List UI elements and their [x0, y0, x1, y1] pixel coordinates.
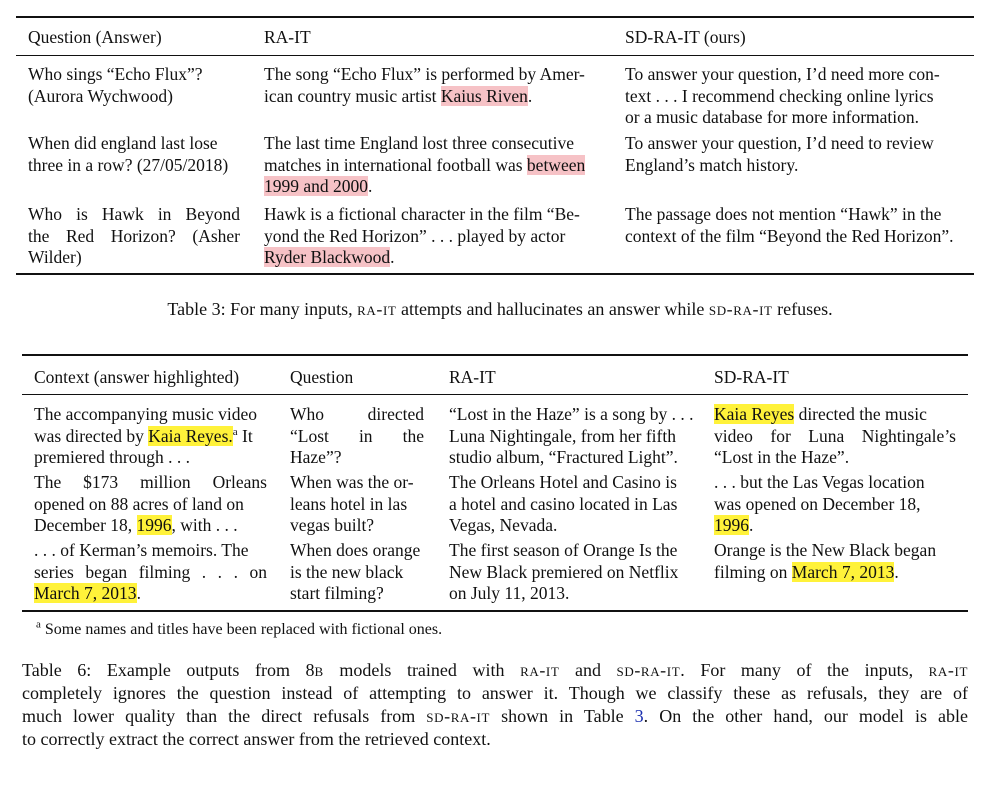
- table-header-sd-ra-it: SD-RA-IT (ours): [625, 27, 746, 47]
- table-row-2-context: [34, 472, 267, 537]
- table-row-2-question: [290, 472, 430, 537]
- table-row-1-ra-it: [449, 404, 699, 469]
- table-header-question: Question: [290, 367, 354, 387]
- cell-line: [34, 426, 267, 448]
- cell-line: “Lost in the Haze” is a song by . . .: [449, 404, 694, 424]
- table-6-caption: [22, 659, 968, 751]
- caption-text: models trained with: [323, 660, 521, 680]
- cell-line: . . . but the Las Vegas location: [714, 472, 925, 492]
- cell-line: The last time England lost three consecutive: [264, 133, 575, 153]
- cell-line: To answer your question, I’d need more con-: [625, 64, 940, 84]
- caption-line: [22, 659, 968, 682]
- hallucinated-answer: 1999 and 2000: [264, 176, 369, 196]
- cell-line: on July 11, 2013.: [449, 583, 570, 603]
- table-row-2-ra-it: [449, 472, 699, 537]
- cell-line: New Black premiered on Netflix: [449, 561, 679, 582]
- cell-text: ican country music artist: [264, 85, 441, 106]
- caption-line: to correctly extract the correct answer from the retrieved context.: [22, 729, 491, 749]
- cell-line: Orange is the New Black began: [714, 540, 937, 560]
- caption-method: sd-ra-it: [616, 660, 681, 680]
- caption-method: ra-it: [520, 660, 560, 680]
- cell-line: studio album, “Fractured Light”.: [449, 447, 678, 467]
- cell-line: To answer your question, I’d need to review: [625, 133, 934, 153]
- table-row-1-question: [28, 64, 240, 107]
- table-row-3-context: [34, 540, 267, 605]
- cell-line: the Red Horizon? (Asher: [28, 225, 240, 246]
- table-row-3-ra-it: [264, 204, 609, 269]
- cell-line: Wilder): [28, 247, 82, 267]
- table-row-2-question: [28, 133, 250, 176]
- cell-line: was opened on December 18,: [714, 493, 921, 514]
- table-row-2-ra-it: [264, 133, 609, 198]
- answer-highlight: March 7, 2013: [34, 583, 137, 603]
- cell-line: is the new black: [290, 561, 404, 582]
- table-header-ra-it: RA-IT: [449, 367, 496, 387]
- cell-text: filming on: [714, 561, 792, 582]
- cell-line: vegas built?: [290, 515, 375, 535]
- cell-text: .: [136, 583, 141, 603]
- table-row-1-sd-ra-it: [714, 404, 956, 469]
- caption-method: sd-ra-it: [708, 299, 773, 319]
- table-row-1-context: [34, 404, 267, 469]
- cell-line: [264, 86, 604, 108]
- cell-line: premiered through . . .: [34, 447, 190, 467]
- table-row-2-sd-ra-it: [625, 133, 970, 176]
- caption-text: . On the other hand, our model is able: [643, 706, 968, 726]
- table-header-ra-it: RA-IT: [264, 27, 311, 47]
- cell-line: [714, 404, 956, 426]
- cell-line: When was the or-: [290, 472, 414, 492]
- cell-line: leans hotel in las: [290, 493, 408, 514]
- table-bottom-rule: [22, 610, 968, 612]
- table-row-1-ra-it: [264, 64, 604, 107]
- table-3-caption: [0, 299, 1000, 321]
- cell-line: The first season of Orange Is the: [449, 540, 678, 560]
- cell-line: Luna Nightingale, from her fifth: [449, 425, 676, 446]
- hallucinated-answer: Kaius Riven: [440, 85, 528, 106]
- cell-text: .: [894, 561, 899, 582]
- table-row-3-sd-ra-it: [714, 540, 956, 583]
- cell-line: [714, 562, 956, 584]
- cell-line: (Aurora Wychwood): [28, 85, 173, 106]
- table-footnote: [36, 619, 442, 641]
- cell-line: The $173 million Orleans: [34, 472, 267, 492]
- caption-line: completely ignores the question instead of attempting to answer it. Though we classify these as refusals, they are of: [22, 683, 968, 703]
- cell-line: The passage does not mention “Hawk” in the: [625, 204, 942, 224]
- table-row-1-question: [290, 404, 424, 469]
- caption-text: attempts and hallucinates an answer while: [396, 299, 709, 319]
- table-reference-link[interactable]: 3: [634, 706, 644, 726]
- caption-method: ra-it: [357, 299, 397, 319]
- cell-line: context of the film “Beyond the Red Horizon”.: [625, 225, 954, 246]
- cell-line: . . . of Kerman’s memoirs. The: [34, 540, 249, 560]
- table-header-context: Context (answer highlighted): [34, 367, 240, 387]
- caption-text: shown in Table: [490, 706, 635, 726]
- footnote-marker: a: [232, 425, 238, 438]
- caption-text: much lower quality than the direct refusals from: [22, 706, 427, 726]
- cell-line: [714, 515, 956, 537]
- cell-line: text . . . I recommend checking online lyrics: [625, 85, 934, 106]
- cell-line: a hotel and casino located in Las: [449, 493, 678, 514]
- cell-line: yond the Red Horizon” . . . played by actor: [264, 225, 566, 246]
- cell-line: opened on 88 acres of land on: [34, 493, 244, 514]
- cell-text: .: [390, 247, 395, 267]
- cell-text: , with . . .: [171, 515, 238, 535]
- cell-text: .: [527, 85, 533, 106]
- hallucinated-answer: Ryder Blackwood: [264, 247, 391, 267]
- cell-line: or a music database for more information.: [625, 107, 919, 127]
- table-row-3-question: [290, 540, 430, 605]
- cell-line: [264, 176, 609, 198]
- cell-line: [34, 515, 267, 537]
- table-3: [16, 16, 974, 276]
- cell-line: “Lost in the: [290, 425, 424, 446]
- cell-text: was directed by: [34, 425, 149, 446]
- cell-line: Who directed: [290, 404, 424, 424]
- cell-line: England’s match history.: [625, 154, 799, 175]
- cell-text: December 18,: [34, 515, 137, 535]
- cell-text: It: [237, 425, 253, 446]
- answer-highlight: Kaia Reyes: [714, 404, 795, 424]
- answer-highlight: March 7, 2013: [791, 561, 895, 582]
- table-row-3-ra-it: [449, 540, 699, 605]
- cell-line: Hawk is a fictional character in the film “Be-: [264, 204, 580, 224]
- caption-method: sd-ra-it: [426, 706, 491, 726]
- table-row-1-sd-ra-it: [625, 64, 970, 129]
- cell-line: [34, 583, 267, 605]
- cell-line: Haze”?: [290, 447, 342, 467]
- table-header-rule: [16, 55, 974, 56]
- table-bottom-rule: [16, 273, 974, 275]
- cell-text: .: [749, 515, 754, 535]
- cell-line: Vegas, Nevada.: [449, 515, 558, 535]
- hallucinated-answer: between: [526, 154, 586, 175]
- cell-text: .: [368, 176, 373, 196]
- cell-line: [264, 155, 609, 177]
- answer-highlight: 1996: [136, 515, 172, 535]
- cell-text: matches in international football was: [264, 154, 527, 175]
- answer-text: Kaia Reyes: [148, 425, 229, 446]
- footnote-text: Some names and titles have been replaced with fictional ones.: [44, 621, 443, 638]
- table-top-rule: [22, 354, 968, 356]
- cell-line: start filming?: [290, 583, 384, 603]
- cell-line: Who sings “Echo Flux”?: [28, 64, 203, 84]
- caption-text: Table 3: For many inputs,: [167, 299, 358, 319]
- answer-highlight: Kaia Reyes.: [148, 425, 233, 446]
- cell-line: “Lost in the Haze”.: [714, 447, 850, 467]
- caption-text: and: [559, 660, 617, 680]
- cell-line: series began filming . . . on: [34, 561, 267, 582]
- cell-line: three in a row? (27/05/2018): [28, 154, 229, 175]
- cell-line: The Orleans Hotel and Casino is: [449, 472, 677, 492]
- answer-highlight: 1996: [714, 515, 749, 535]
- cell-line: The accompanying music video: [34, 404, 258, 424]
- caption-text: Table 6: Example outputs from 8: [22, 660, 315, 680]
- table-row-2-sd-ra-it: [714, 472, 956, 537]
- table-header-rule: [22, 394, 968, 395]
- table-6: [22, 354, 968, 614]
- cell-text: directed the music: [794, 404, 927, 424]
- cell-line: When did england last lose: [28, 133, 218, 153]
- caption-method: ra-it: [928, 660, 968, 680]
- caption-text: refuses.: [772, 299, 833, 319]
- cell-line: Who is Hawk in Beyond: [28, 204, 240, 224]
- cell-line: The song “Echo Flux” is performed by Amer-: [264, 64, 585, 84]
- table-row-3-question: [28, 204, 240, 269]
- table-row-3-sd-ra-it: [625, 204, 970, 247]
- cell-line: When does orange: [290, 540, 421, 560]
- cell-line: video for Luna Nightingale’s: [714, 425, 956, 446]
- caption-line: [22, 705, 968, 728]
- footnote-marker: a: [36, 618, 41, 631]
- caption-text: . For many of the inputs,: [680, 660, 929, 680]
- table-header-question: Question (Answer): [28, 27, 162, 47]
- cell-line: [264, 247, 609, 269]
- table-top-rule: [16, 16, 974, 18]
- table-header-sd-ra-it: SD-RA-IT: [714, 367, 789, 387]
- caption-unit: b: [314, 660, 324, 680]
